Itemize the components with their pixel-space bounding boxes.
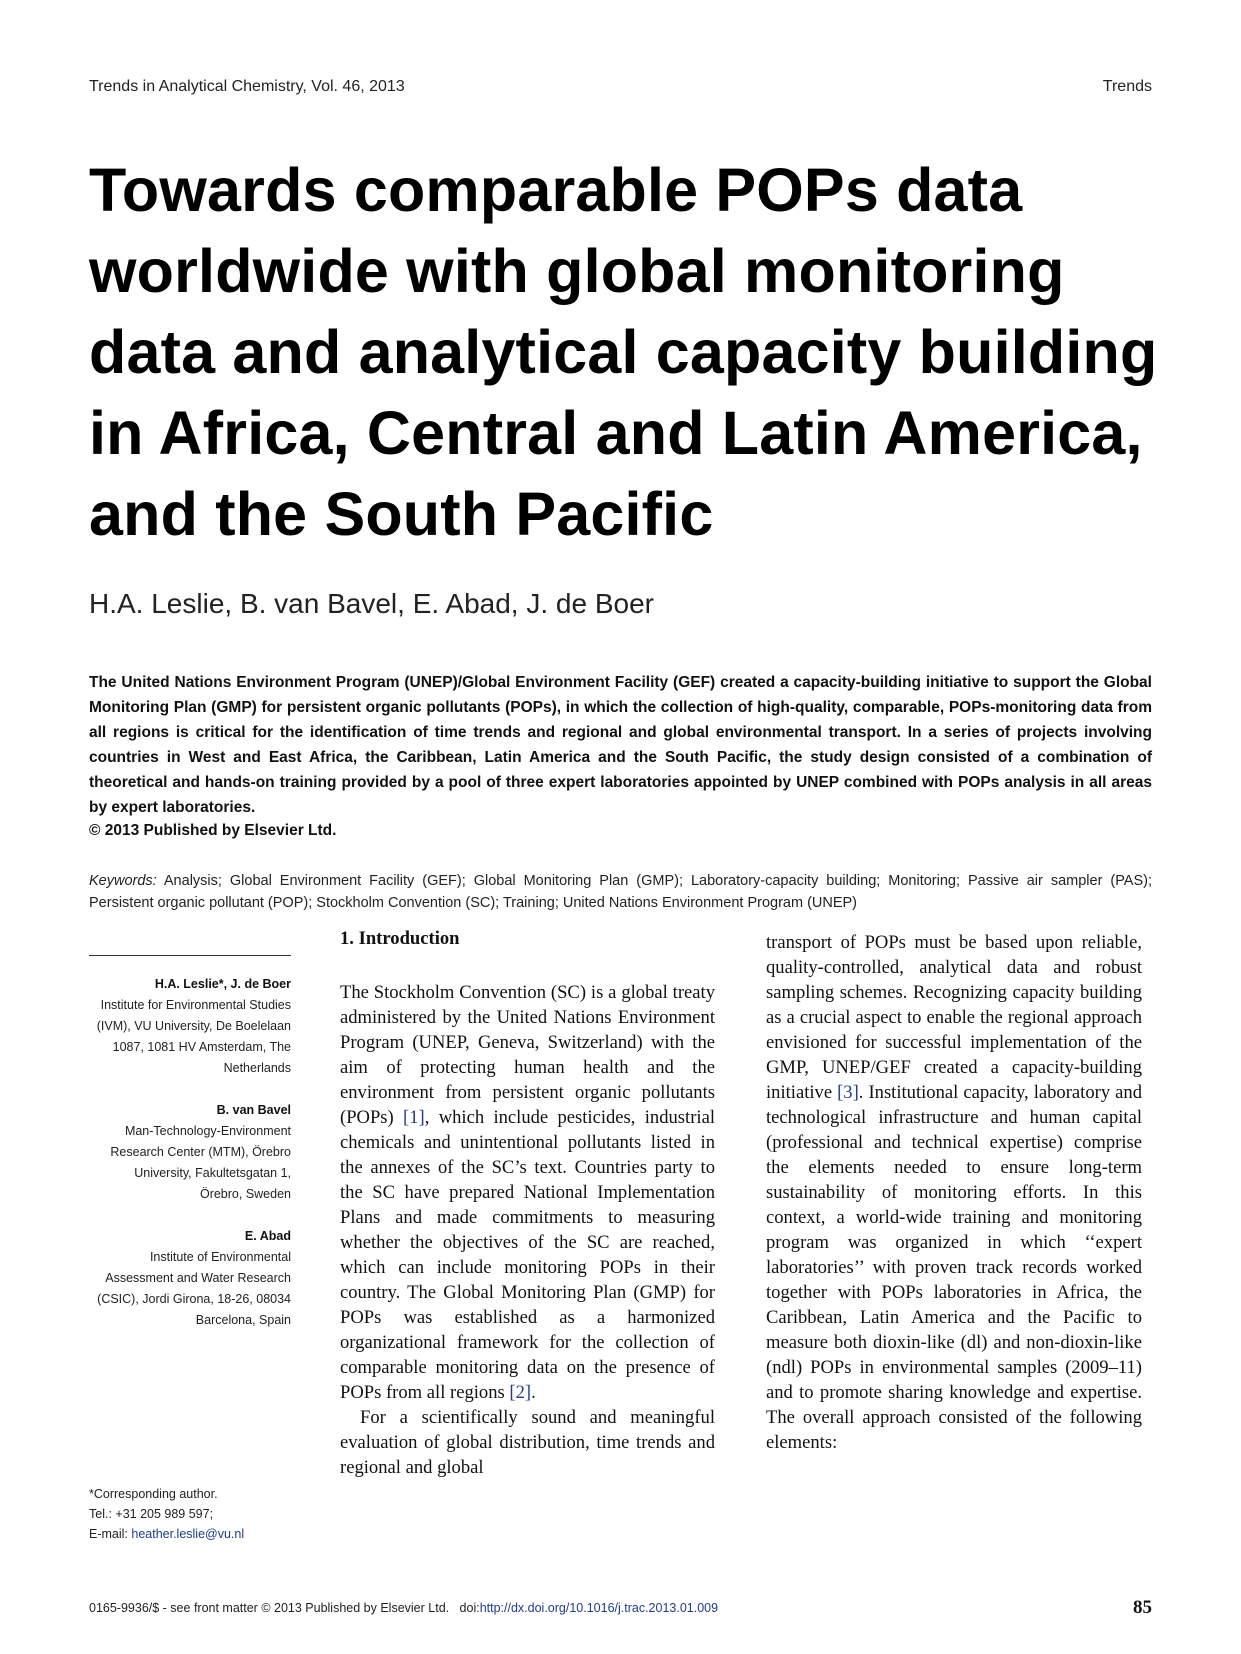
affiliation-names: E. Abad	[244, 1229, 291, 1243]
keywords	[89, 870, 1152, 914]
article-title: Towards comparable POPs data worldwide with global monitoring data and analytical capacity building in Africa, Central and Latin America, and the South Pacific	[89, 156, 1158, 548]
sidebar-divider	[89, 955, 291, 956]
keywords-list: Analysis; Global Environment Facility (GEF); Global Monitoring Plan (GMP); Laboratory-capacity building; Monitoring; Passive air sampler (PAS); Persistent organic pollutant (POP); Stockholm Convention (SC); Training; United Nations Environment Program (UNEP)	[89, 873, 1152, 911]
affiliation	[89, 974, 291, 1079]
corresponding-tel: Tel.: +31 205 989 597;	[89, 1507, 214, 1521]
citation-link[interactable]: [3]	[837, 1082, 859, 1103]
section-heading: 1. Introduction	[340, 928, 460, 949]
section-label: Trends	[1102, 78, 1152, 95]
doi-link[interactable]: http://dx.doi.org/10.1016/j.trac.2013.01.009	[479, 1601, 719, 1615]
page-number: 85	[1133, 1597, 1152, 1618]
email-label: E-mail:	[89, 1527, 132, 1541]
author-list: H.A. Leslie, B. van Bavel, E. Abad, J. de Boer	[89, 588, 654, 619]
paragraph-text: . Institutional capacity, laboratory and technological infrastructure and human capital (professional and technical expertise) comprise the elements needed to ensure long-term sustainability of monitoring efforts. In this context, a world-wide training and monitoring program was organized in which ‘‘expert laboratories’’ with proven track records worked together with POPs laboratories in Africa, the Caribbean, Latin America and the Pacific to measure both dioxin-like (dl) and non-dioxin-like (ndl) POPs in environmental samples (2009–11) and to promote sharing knowledge and expertise. The overall approach consisted of the following elements:	[766, 1082, 1142, 1453]
front-matter-text: 0165-9936/$ - see front matter © 2013 Published by Elsevier Ltd.	[89, 1601, 450, 1615]
paragraph	[766, 930, 1142, 1455]
footer-front-matter	[89, 1601, 718, 1615]
affiliation-names: B. van Bavel	[216, 1103, 291, 1117]
affiliation-address: Man-Technology-Environment Research Center (MTM), Örebro University, Fakultetsgatan 1, Örebro, Sweden	[110, 1124, 291, 1201]
citation-link[interactable]: [2]	[509, 1382, 532, 1403]
affiliation-address: Institute for Environmental Studies (IVM), VU University, De Boelelaan 1087, 1081 HV Amsterdam, The Netherlands	[96, 998, 291, 1075]
affiliation	[89, 1226, 291, 1331]
journal-citation: Trends in Analytical Chemistry, Vol. 46, 2013	[89, 78, 405, 95]
paragraph-text: , which include pesticides, industrial chemicals and unintentional pollutants listed in the annexes of the SC’s text. Countries party to the SC have prepared National Implementation Plans and made commitments to measuring whether the objectives of the SC are reached, which can include monitoring POPs in their country. The Global Monitoring Plan (GMP) for POPs was established as a harmonized organizational framework for the collection of comparable monitoring data on the presence of POPs from all regions	[340, 1107, 715, 1403]
paragraph-text: transport of POPs must be based upon reliable, quality-controlled, analytical data and robust sampling schemes. Recognizing capacity building as a crucial aspect to enable the regional approach envisioned for successful implementation of the GMP, UNEP/GEF created a capacity-building initiative	[766, 932, 1142, 1103]
affiliation-address: Institute of Environmental Assessment and Water Research (CSIC), Jordi Girona, 18-26, 08034 Barcelona, Spain	[97, 1250, 291, 1327]
citation-link[interactable]: [1]	[403, 1107, 425, 1128]
paragraph: For a scientifically sound and meaningful evaluation of global distribution, time trends and regional and global	[340, 1407, 715, 1478]
corresponding-author	[89, 1484, 319, 1544]
doi-label: doi:	[459, 1601, 480, 1615]
copyright-line: © 2013 Published by Elsevier Ltd.	[89, 822, 337, 839]
affiliation	[89, 1100, 291, 1205]
abstract: The United Nations Environment Program (UNEP)/Global Environment Facility (GEF) created a capacity-building initiative to support the Global Monitoring Plan (GMP) for persistent organic pollutants (POPs), in which the collection of high-quality, comparable, POPs-monitoring data from all regions is critical for the identification of time trends and regional and global environmental transport. In a series of projects involving countries in West and East Africa, the Caribbean, Latin America and the South Pacific, the study design consisted of a combination of theoretical and hands-on training provided by a pool of three expert laboratories appointed by UNEP combined with POPs analysis in all areas by expert laboratories.	[89, 674, 1152, 816]
page-footer	[89, 1597, 1152, 1621]
paragraph-text: .	[531, 1382, 536, 1403]
paragraph-text: The Stockholm Convention (SC) is a global treaty administered by the United Nations Environment Program (UNEP, Geneva, Switzerland) with the aim of protecting human health and the environment from persistent organic pollutants (POPs)	[340, 982, 715, 1128]
email-link[interactable]: heather.leslie@vu.nl	[131, 1527, 245, 1541]
keywords-label: Keywords:	[89, 873, 157, 889]
affiliation-names: H.A. Leslie*, J. de Boer	[154, 977, 291, 991]
corresponding-note: *Corresponding author.	[89, 1487, 218, 1501]
corresponding-email-line	[89, 1524, 319, 1544]
running-header	[89, 78, 1152, 102]
paragraph	[340, 980, 715, 1405]
